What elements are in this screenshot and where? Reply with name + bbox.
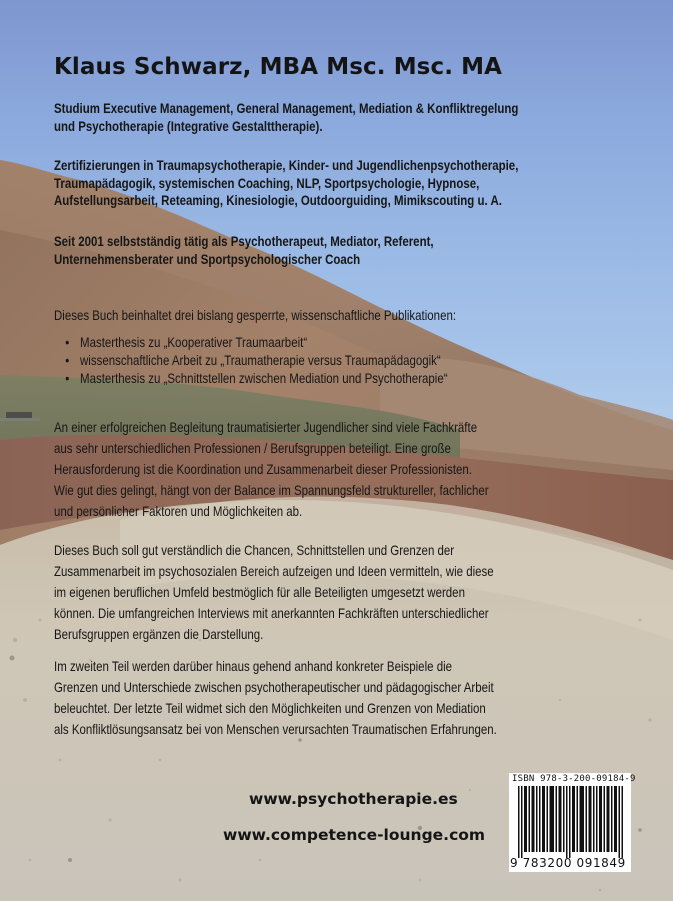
- bio-certifications: [54, 157, 620, 210]
- bio-career-line: Unternehmensberater und Sportpsychologischer Coach: [54, 250, 361, 267]
- bio-certifications-line: Zertifizierungen in Traumapsychotherapie, Kinder- und Jugendlichenpsychotherapie,: [54, 157, 519, 173]
- publications-intro: [54, 307, 544, 325]
- bullet-icon: •: [65, 334, 70, 350]
- description-line: Berufsgruppen ergänzen die Darstellung.: [54, 626, 264, 642]
- description-line: Im zweiten Teil werden darüber hinaus gehend anhand konkreter Beispiele die: [54, 658, 453, 674]
- bio-studies-line: Studium Executive Management, General Management, Mediation & Konfliktregelung: [54, 100, 519, 116]
- bio-certifications-line: Aufstellungsarbeit, Reteaming, Kinesiologie, Outdoorguiding, Mimikscouting u. A.: [54, 192, 502, 208]
- description-line: Dieses Buch soll gut verständlich die Chancen, Schnittstellen und Grenzen der: [54, 542, 455, 558]
- barcode-bars-icon: [518, 786, 623, 858]
- publication-item-text: Masterthesis zu „Schnittstellen zwischen Mediation und Psychotherapie“: [80, 370, 448, 386]
- publication-item: [65, 351, 448, 369]
- publication-item-text: wissenschaftliche Arbeit zu „Traumatherapie versus Traumapädagogik“: [80, 352, 441, 368]
- ean-digits: 9 783200 091849: [510, 856, 626, 870]
- description-line: beleuchtet. Der letzte Teil widmet sich den Möglichkeiten und Grenzen von Mediation: [54, 700, 486, 716]
- bio-studies-line: und Psychotherapie (Integrative Gestalttherapie).: [54, 117, 323, 134]
- description-line: Wie gut dies gelingt, hängt von der Balance im Spannungsfeld struktureller, fachlicher: [54, 482, 489, 498]
- website-link-competence-lounge[interactable]: www.competence-lounge.com: [223, 826, 486, 844]
- publication-item: [65, 369, 448, 387]
- bio-studies: [54, 100, 620, 135]
- bio-career: [54, 233, 517, 268]
- isbn-label: ISBN 978-3-200-09184-9: [512, 774, 636, 784]
- description-line: im eigenen beruflichen Umfeld bestmöglich für alle Beteiligten umgesetzt werden: [54, 584, 465, 600]
- description-line: Herausforderung ist die Koordination und Zusammenarbeit dieser Professionisten.: [54, 461, 472, 477]
- author-name: Klaus Schwarz, MBA Msc. Msc. MA: [54, 54, 503, 80]
- description-line: Zusammenarbeit im psychosozialen Bereich aufzeigen und Ideen vermitteln, wie diese: [54, 563, 494, 579]
- description-line: Grenzen und Unterschiede zwischen psychotherapeutischer und pädagogischer Arbeit: [54, 679, 494, 695]
- publication-item-text: Masterthesis zu „Kooperativer Traumaarbeit“: [80, 334, 308, 350]
- description-line: können. Die umfangreichen Interviews mit anerkannten Fachkräften unterschiedlicher: [54, 605, 489, 621]
- bio-career-line: Seit 2001 selbstständig tätig als Psychotherapeut, Mediator, Referent,: [54, 233, 434, 249]
- isbn-barcode: [509, 773, 636, 872]
- bullet-icon: •: [65, 370, 70, 386]
- publication-item: [65, 333, 448, 351]
- description-line: aus sehr unterschiedlichen Professionen / Berufsgruppen beteiligt. Eine große: [54, 440, 451, 456]
- description-line: als Konfliktlösungsansatz bei von Menschen verursachten Traumatischen Erfahrungen.: [54, 721, 497, 737]
- bullet-icon: •: [65, 352, 70, 368]
- description-line: An einer erfolgreichen Begleitung traumatisierter Jugendlicher sind viele Fachkräfte: [54, 419, 478, 435]
- bio-certifications-line: Traumapädagogik, systemischen Coaching, NLP, Sportpsychologie, Hypnose,: [54, 174, 480, 191]
- website-link-psychotherapie[interactable]: www.psychotherapie.es: [249, 790, 458, 808]
- description-paragraph-2: [54, 540, 590, 645]
- description-paragraph-1: [54, 417, 584, 522]
- description-line: und persönlicher Faktoren und Möglichkeiten ab.: [54, 503, 303, 519]
- publications-intro-text: Dieses Buch beinhaltet drei bislang gesperrte, wissenschaftliche Publikationen:: [54, 307, 457, 323]
- publications-list: [65, 333, 528, 388]
- description-paragraph-3: [54, 656, 594, 740]
